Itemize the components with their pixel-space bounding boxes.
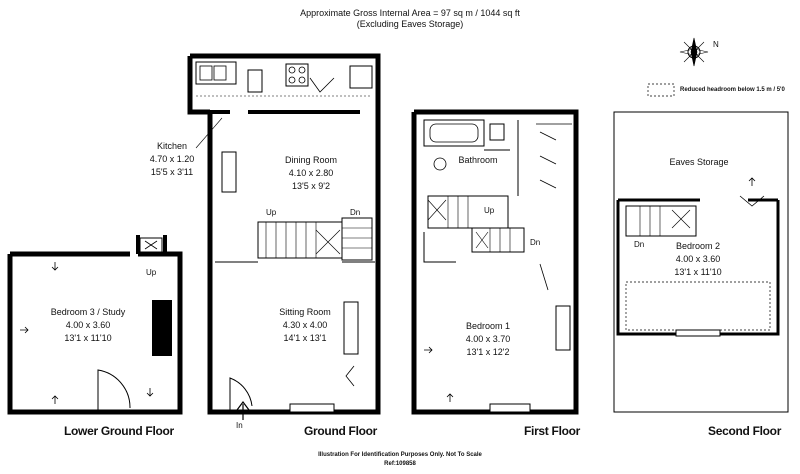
room-kitchen <box>130 140 214 179</box>
room-bedroom-2-name: Bedroom 2 <box>675 241 721 251</box>
room-sitting-name: Sitting Room <box>279 307 331 317</box>
room-bedroom-2 <box>656 240 740 279</box>
headroom-legend-swatch <box>648 84 674 96</box>
room-bedroom-3-name: Bedroom 3 / Study <box>50 307 126 317</box>
room-dining-name: Dining Room <box>284 155 338 165</box>
entrance-label: In <box>236 421 243 430</box>
north-label: N <box>713 40 719 49</box>
floor-label-first: First Floor <box>524 424 581 438</box>
headroom-legend-label: Reduced headroom below 1.5 m / 5'0 <box>680 87 785 93</box>
stair-down-second: Dn <box>634 240 645 249</box>
room-bedroom-1 <box>446 320 530 359</box>
room-sitting-imperial: 14'1 x 13'1 <box>283 333 327 343</box>
disclaimer: Illustration For Identification Purposes Only. Not To Scale <box>318 452 482 458</box>
room-bedroom-2-imperial: 13'1 x 11'10 <box>674 267 722 277</box>
reference-number: Ref:109858 <box>384 461 416 467</box>
room-sitting <box>262 306 348 345</box>
stair-up-ground: Up <box>266 208 277 217</box>
room-bedroom-1-name: Bedroom 1 <box>465 321 511 331</box>
compass-rose <box>680 38 708 66</box>
stair-up-first: Up <box>484 206 495 215</box>
room-bedroom-1-metric: 4.00 x 3.70 <box>465 334 511 344</box>
room-bedroom-2-metric: 4.00 x 3.60 <box>675 254 721 264</box>
floor-label-ground: Ground Floor <box>304 424 378 438</box>
room-bedroom-3-imperial: 13'1 x 11'10 <box>64 333 112 343</box>
room-sitting-metric: 4.30 x 4.00 <box>282 320 328 330</box>
room-kitchen-metric: 4.70 x 1.20 <box>149 154 195 164</box>
room-bedroom-3-metric: 4.00 x 3.60 <box>65 320 111 330</box>
stair-down-ground: Dn <box>350 208 361 217</box>
area-title: Approximate Gross Internal Area = 97 sq m / 1044 sq ft <box>300 8 520 18</box>
stair-up-lower-ground: Up <box>146 268 157 277</box>
eaves-exclusion-note: (Excluding Eaves Storage) <box>356 19 464 29</box>
room-bedroom-3 <box>40 306 136 345</box>
room-dining <box>268 154 354 193</box>
room-kitchen-imperial: 15'5 x 3'11 <box>150 167 194 177</box>
ground-floor-plan <box>190 56 378 420</box>
floor-label-second: Second Floor <box>708 424 782 438</box>
room-bedroom-1-imperial: 13'1 x 12'2 <box>466 347 510 357</box>
floor-label-lower-ground: Lower Ground Floor <box>64 424 174 438</box>
room-eaves-storage: Eaves Storage <box>669 157 729 167</box>
room-kitchen-name: Kitchen <box>156 141 188 151</box>
room-dining-imperial: 13'5 x 9'2 <box>292 181 330 191</box>
room-dining-metric: 4.10 x 2.80 <box>288 168 334 178</box>
room-bathroom: Bathroom <box>458 155 498 165</box>
stair-down-first: Dn <box>530 238 541 247</box>
